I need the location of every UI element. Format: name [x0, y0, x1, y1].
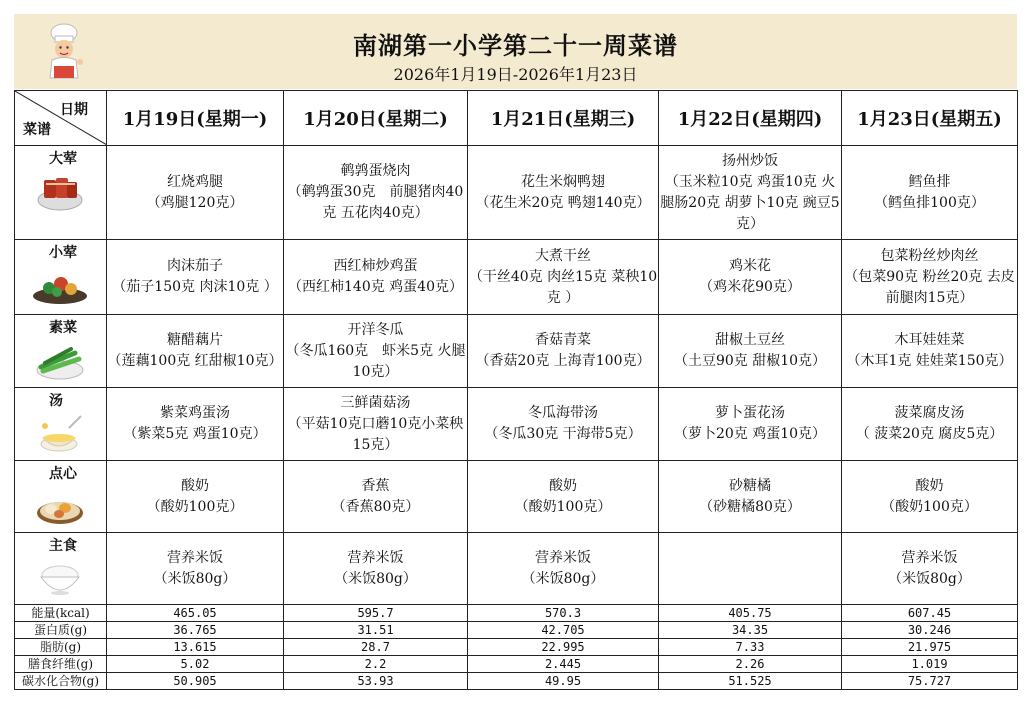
dish-cell	[842, 240, 1018, 315]
dish-cell	[284, 240, 468, 315]
dish-cell	[659, 315, 842, 388]
dish-detail: （米饭80g）	[153, 570, 237, 587]
nutrition-row	[15, 605, 1018, 622]
category-label: 点心	[49, 466, 77, 482]
nutrition-value: 22.995	[468, 639, 659, 656]
day-header: 1月19日(星期一)	[107, 91, 284, 146]
dish-detail: （米饭80g）	[334, 570, 417, 587]
nutrition-value: 2.445	[468, 656, 659, 673]
dish-cell	[107, 146, 284, 240]
dish-detail: （酸奶100克）	[881, 498, 978, 515]
nutrition-value: 570.3	[468, 605, 659, 622]
category-cell	[15, 315, 107, 388]
dish-name: 营养米饭	[901, 549, 958, 566]
dish-name: 酸奶	[915, 477, 944, 494]
dish-detail: （茄子150克 肉沫10克 ）	[112, 279, 278, 295]
dish-name: 鳕鱼排	[908, 173, 951, 190]
dish-cell	[842, 315, 1018, 388]
day-header: 1月20日(星期二)	[284, 91, 468, 146]
table-row	[15, 461, 1018, 533]
dish-name: 大煮干丝	[535, 247, 591, 264]
category-cell	[15, 240, 107, 315]
nutrition-value: 13.615	[107, 639, 284, 656]
dish-detail: （酸奶100克）	[514, 498, 612, 515]
dish-detail: （木耳1克 娃娃菜150克）	[846, 353, 1013, 369]
dish-name: 木耳娃娃菜	[894, 332, 965, 348]
dish-detail: （鸡米花90克）	[699, 279, 801, 295]
dish-detail: （冬瓜160克 虾米5克 火腿10克）	[285, 342, 466, 380]
dish-detail: （香菇20克 上海青100克）	[475, 353, 651, 369]
dish-detail: （鸡腿120克）	[146, 194, 244, 211]
corner-cell	[15, 91, 107, 146]
dish-cell	[659, 533, 842, 605]
dish-name: 萝卜蛋花汤	[715, 405, 785, 421]
dish-name: 肉沫茄子	[167, 258, 223, 274]
dish-detail: （香蕉80克）	[331, 498, 420, 515]
category-label: 汤	[49, 393, 63, 409]
dish-cell	[842, 388, 1018, 461]
dish-detail: （鹌鹑蛋30克 前腿猪肉40克 五花肉40克）	[287, 184, 464, 221]
nutrition-value: 36.765	[107, 622, 284, 639]
dish-cell	[659, 240, 842, 315]
dish-cell	[107, 388, 284, 461]
dish-name: 三鲜菌菇汤	[340, 394, 411, 411]
table-row	[15, 388, 1018, 461]
nutrition-label: 碳水化合物(g)	[15, 673, 107, 690]
dish-detail: （酸奶100克）	[146, 498, 244, 515]
dish-name: 甜椒土豆丝	[715, 332, 785, 348]
nutrition-value: 53.93	[284, 673, 468, 690]
nutrition-row	[15, 673, 1018, 690]
table-header-row	[15, 91, 1018, 146]
dish-name: 酸奶	[181, 477, 209, 494]
dish-name: 香菇青菜	[535, 332, 591, 348]
category-cell	[15, 533, 107, 605]
dish-name: 开洋冬瓜	[347, 321, 404, 338]
dish-cell	[468, 533, 659, 605]
table-row	[15, 240, 1018, 315]
dish-detail: （砂糖橘80克）	[699, 498, 801, 515]
dish-name: 酸奶	[549, 477, 577, 494]
nutrition-value: 7.33	[659, 639, 842, 656]
nutrition-value: 595.7	[284, 605, 468, 622]
category-label: 小荤	[49, 245, 77, 261]
dish-name: 红烧鸡腿	[167, 173, 223, 190]
dish-cell	[284, 146, 468, 240]
category-cell	[15, 461, 107, 533]
nutrition-value: 75.727	[842, 673, 1018, 690]
day-header: 1月22日(星期四)	[659, 91, 842, 146]
category-cell	[15, 388, 107, 461]
nutrition-value: 42.705	[468, 622, 659, 639]
dish-detail: （土豆90克 甜椒10克）	[673, 353, 827, 369]
dish-cell	[659, 461, 842, 533]
category-label: 主食	[49, 538, 77, 554]
dish-cell	[284, 388, 468, 461]
nutrition-value: 465.05	[107, 605, 284, 622]
dish-name: 香蕉	[361, 477, 390, 494]
dish-detail: （米饭80g）	[521, 570, 605, 587]
vegetable-icon	[35, 337, 85, 381]
table-row	[15, 533, 1018, 605]
dish-detail: （干丝40克 肉丝15克 菜秧10克 ）	[468, 268, 658, 306]
dish-cell	[468, 146, 659, 240]
dish-cell	[468, 388, 659, 461]
dish-name: 糖醋藕片	[167, 332, 223, 348]
nutrition-value: 405.75	[659, 605, 842, 622]
dish-cell	[842, 146, 1018, 240]
dish-name: 西红柿炒鸡蛋	[333, 258, 418, 274]
dish-name: 营养米饭	[535, 549, 591, 566]
dish-cell	[284, 533, 468, 605]
nutrition-value: 21.975	[842, 639, 1018, 656]
dish-detail: （花生米20克 鸭翅140克）	[475, 194, 651, 211]
day-header: 1月23日(星期五)	[842, 91, 1018, 146]
dish-detail: （萝卜20克 鸡蛋10克）	[673, 426, 827, 442]
dish-cell	[284, 315, 468, 388]
dish-detail: （平菇10克口蘑10克小菜秧15克）	[287, 415, 464, 453]
nutrition-value: 1.019	[842, 656, 1018, 673]
corner-date-label: 日期	[60, 102, 88, 118]
category-cell	[15, 146, 107, 240]
dish-detail: （紫菜5克 鸡蛋10克）	[123, 426, 267, 442]
dish-detail: （包菜90克 粉丝20克 去皮前腿肉15克）	[844, 268, 1015, 306]
dish-name: 砂糖橘	[729, 477, 771, 494]
nutrition-label: 膳食纤维(g)	[15, 656, 107, 673]
dish-detail: （ 菠菜20克 腐皮5克）	[855, 426, 1004, 442]
nutrition-row	[15, 656, 1018, 673]
nutrition-value: 607.45	[842, 605, 1018, 622]
stir-fry-icon	[31, 262, 89, 306]
nutrition-value: 31.51	[284, 622, 468, 639]
dish-detail: （冬瓜30克 干海带5克）	[484, 426, 642, 442]
soup-icon	[35, 410, 85, 454]
dish-cell	[842, 533, 1018, 605]
day-header: 1月21日(星期三)	[468, 91, 659, 146]
date-range: 2026年1月19日-2026年1月23日	[393, 65, 638, 84]
dish-detail: （玉米粒10克 鸡蛋10克 火腿肠20克 胡萝卜10克 豌豆5克）	[660, 173, 840, 232]
header-banner	[14, 14, 1017, 89]
table-row	[15, 315, 1018, 388]
snack-plate-icon	[35, 483, 85, 527]
dish-name: 营养米饭	[167, 549, 223, 566]
dish-cell	[107, 240, 284, 315]
dish-name: 包菜粉丝炒肉丝	[880, 247, 979, 264]
nutrition-value: 34.35	[659, 622, 842, 639]
nutrition-label: 蛋白质(g)	[15, 622, 107, 639]
dish-cell	[659, 388, 842, 461]
dish-detail: （西红柿140克 鸡蛋40克）	[288, 279, 463, 295]
category-label: 大荤	[49, 151, 77, 167]
nutrition-value: 49.95	[468, 673, 659, 690]
dish-name: 冬瓜海带汤	[528, 405, 598, 421]
dish-detail: （莲藕100克 红甜椒10克）	[107, 353, 283, 369]
dish-cell	[107, 461, 284, 533]
category-label: 素菜	[49, 320, 77, 336]
nutrition-row	[15, 622, 1018, 639]
nutrition-value: 5.02	[107, 656, 284, 673]
nutrition-value: 2.26	[659, 656, 842, 673]
dish-cell	[468, 461, 659, 533]
page-title: 南湖第一小学第二十一周菜谱	[353, 31, 678, 60]
nutrition-label: 脂肪(g)	[15, 639, 107, 656]
nutrition-value: 51.525	[659, 673, 842, 690]
dish-cell	[468, 315, 659, 388]
corner-dish-label: 菜谱	[23, 122, 51, 138]
dish-cell	[107, 533, 284, 605]
dish-name: 鸡米花	[729, 258, 771, 274]
dish-name: 菠菜腐皮汤	[894, 405, 965, 421]
nutrition-label: 能量(kcal)	[15, 605, 107, 622]
table-row	[15, 146, 1018, 240]
rice-bowl-icon	[35, 555, 85, 599]
dish-detail: （米饭80g）	[888, 570, 971, 587]
dish-detail: （鳕鱼排100克）	[874, 194, 985, 211]
dish-name: 花生米焖鸭翅	[521, 173, 605, 190]
nutrition-value: 28.7	[284, 639, 468, 656]
nutrition-value: 50.905	[107, 673, 284, 690]
nutrition-value: 30.246	[842, 622, 1018, 639]
dish-name: 扬州炒饭	[722, 152, 778, 169]
dish-cell	[107, 315, 284, 388]
dish-cell	[284, 461, 468, 533]
nutrition-value: 2.2	[284, 656, 468, 673]
dish-name: 营养米饭	[347, 549, 404, 566]
dish-name: 紫菜鸡蛋汤	[160, 405, 230, 421]
dish-cell	[659, 146, 842, 240]
dish-cell	[468, 240, 659, 315]
dish-name: 鹌鹑蛋烧肉	[340, 163, 411, 179]
menu-table	[14, 90, 1018, 690]
braised-pork-icon	[37, 168, 83, 212]
nutrition-row	[15, 639, 1018, 656]
dish-cell	[842, 461, 1018, 533]
